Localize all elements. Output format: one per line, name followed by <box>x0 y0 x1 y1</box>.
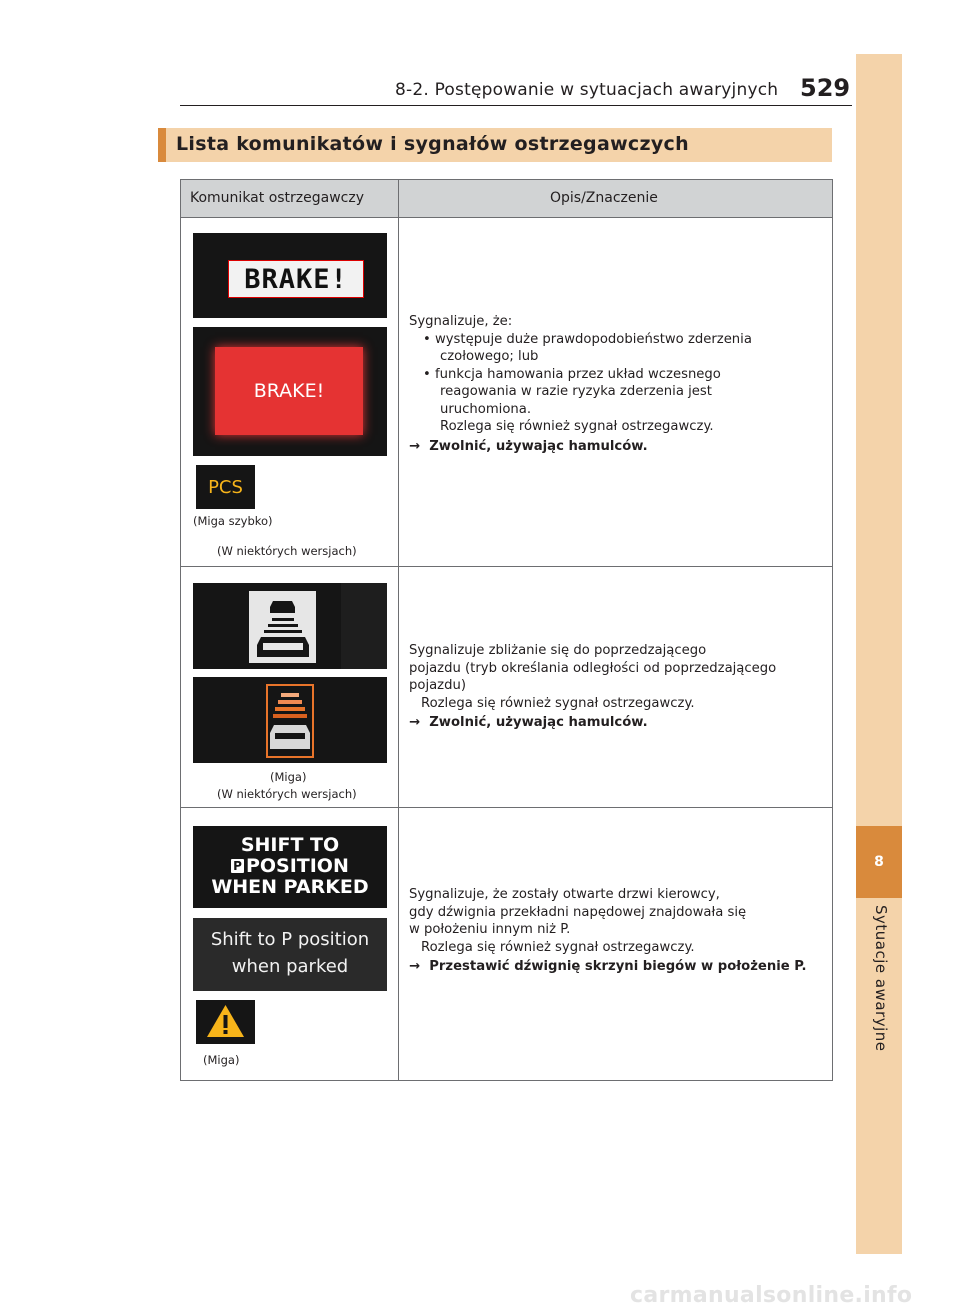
row-3-action: Przestawić dźwignię skrzyni biegów w położenie P. <box>429 959 807 974</box>
page-number: 529 <box>800 74 851 102</box>
chapter-number: 8 <box>874 854 884 870</box>
column-header-description: Opis/Znaczenie <box>550 190 658 206</box>
warning-table <box>180 179 833 1081</box>
caption-blink-fast: (Miga szybko) <box>193 514 273 528</box>
section-banner <box>158 128 832 162</box>
arrow-icon: → <box>409 959 421 974</box>
table-header <box>181 180 832 218</box>
banner-title: Lista komunikatów i sygnałów ostrzegawczych <box>176 133 689 155</box>
column-header-message: Komunikat ostrzegawczy <box>190 190 365 206</box>
caption-blink: (Miga) <box>270 770 307 784</box>
shift-to-p-message-image <box>193 826 387 908</box>
header-rule <box>180 105 852 106</box>
master-warning-light <box>196 1000 255 1044</box>
brake-message-red-image <box>193 327 387 456</box>
shift-message-small: Shift to P position when parked <box>193 918 387 991</box>
side-strip <box>856 54 902 1254</box>
brake-label-red: BRAKE! <box>215 347 363 435</box>
vehicle-approach-warning-image <box>193 677 387 763</box>
row-1-action: Zwolnić, używając hamulców. <box>429 438 648 454</box>
p-position-icon: P <box>233 859 242 873</box>
chapter-label: Sytuacje awaryjne <box>872 905 890 1052</box>
row-3-description: Sygnalizuje, że zostały otwarte drzwi kierowcy, gdy dźwignia przekładni napędowej znajdowała się w położeniu innym niż P. Rozlega się również sygnał ostrzegawczy. → Przestawić dźwignię skrzyni biegów w położenie P. <box>409 887 807 974</box>
caption-blink: (Miga) <box>203 1053 240 1067</box>
shift-to-p-message-small-image <box>193 918 387 991</box>
column-divider <box>398 180 399 1080</box>
brake-label-white: BRAKE! <box>228 260 364 298</box>
arrow-icon: → <box>409 715 421 730</box>
arrow-icon: → <box>409 438 421 454</box>
row-divider <box>181 566 832 567</box>
caption-some-versions: (W niektórych wersjach) <box>217 544 357 558</box>
row-2-description: Sygnalizuje zbliżanie się do poprzedzającego pojazdu (tryb określania odległości od poprzedzającego pojazdu) Rozlega się również sygnał ostrzegawczy. → Zwolnić, używając hamulców. <box>409 643 777 730</box>
row-1-description: Sygnalizuje, że: • występuje duże prawdopodobieństwo zderzenia czołowego; lub • funkcja hamowania przez układ wczesnego reagowania w razie ryzyka zderzenia jest uruchomiona. Rozlega się również sygnał ostrzegawczy. → Zwolnić, używając hamulców. <box>409 314 752 454</box>
shift-message-large: SHIFT TO P POSITION WHEN PARKED <box>211 834 369 898</box>
pcs-warning-light: PCS <box>196 465 255 509</box>
footer-watermark: carmanualsonline.info <box>630 1283 913 1308</box>
vehicle-warning-graphic <box>193 677 387 763</box>
vehicle-approach-image <box>193 583 387 669</box>
row-divider <box>181 807 832 808</box>
section-title: 8-2. Postępowanie w sytuacjach awaryjnych <box>395 80 779 100</box>
warning-triangle-icon <box>196 1000 255 1044</box>
brake-message-white-image <box>193 233 387 318</box>
vehicle-approach-graphic <box>193 583 387 669</box>
caption-some-versions: (W niektórych wersjach) <box>217 787 357 801</box>
row-2-action: Zwolnić, używając hamulców. <box>429 715 648 730</box>
chapter-tab <box>856 826 902 898</box>
